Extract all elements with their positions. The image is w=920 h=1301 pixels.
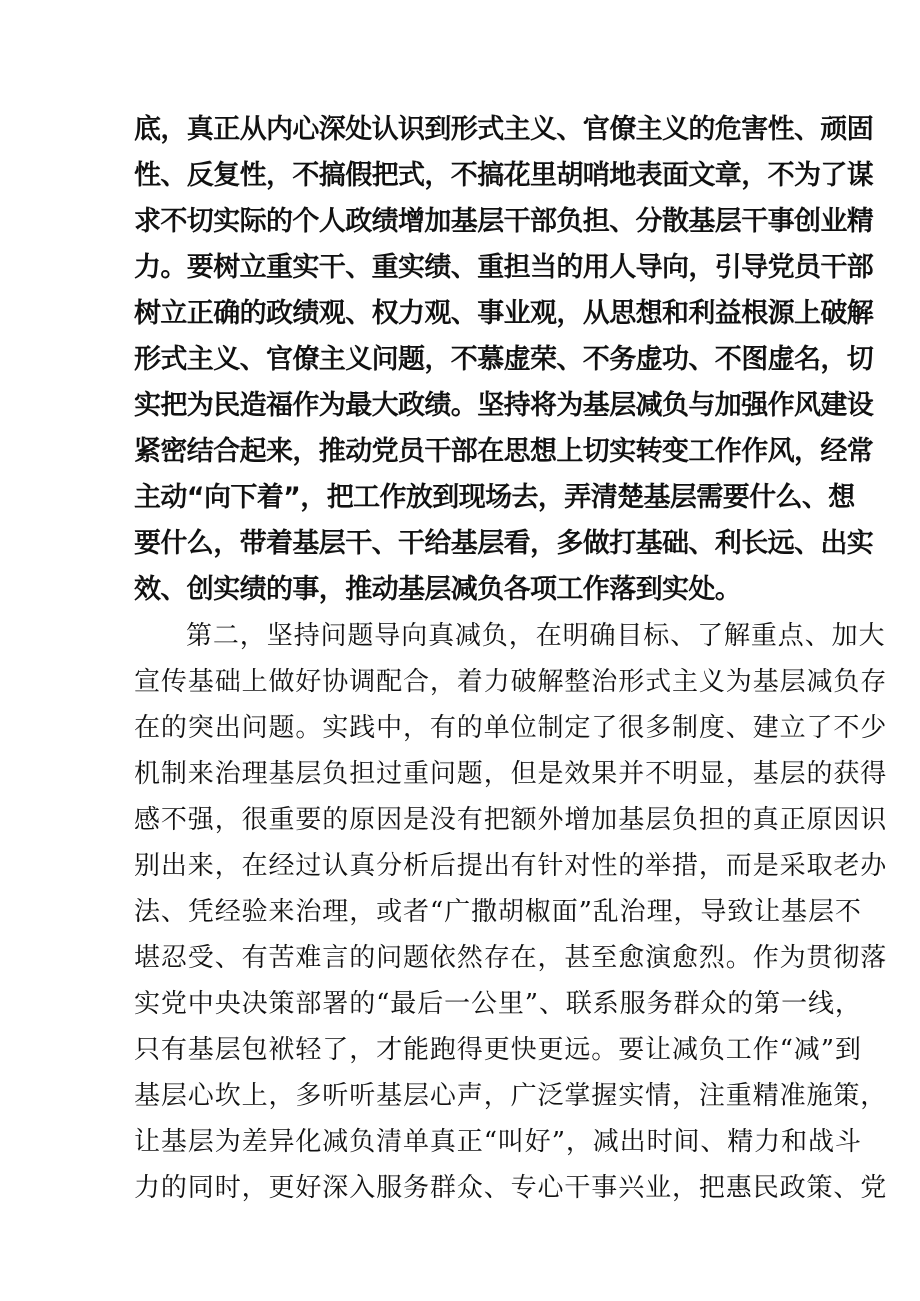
text-line: 力。要树立重实干、重实绩、重担当的用人导向，引导党员干部 [134,252,874,283]
text-line: 让基层为差异化减负清单真正“叫好”，减出时间、精力和战斗 [134,1127,862,1157]
text-line: 要什么，带着基层干、干给基层看，多做打基础、利长远、出实 [134,528,874,559]
text-line: 主动“向下着”，把工作放到现场去，弄清楚基层需要什么、想 [134,482,855,513]
text-line: 只有基层包袱轻了，才能跑得更快更远。要让减负工作“减”到 [134,1035,862,1065]
text-line: 实把为民造福作为最大政绩。坚持将为基层减负与加强作风建设 [134,390,874,421]
text-line: 性、反复性，不搞假把式，不搞花里胡哨地表面文章，不为了谋 [134,160,874,191]
text-line: 别出来，在经过认真分析后提出有针对性的举措，而是采取老办 [134,851,888,881]
text-line: 堪忍受、有苦难言的问题依然存在，甚至愈演愈烈。作为贯彻落 [134,943,888,973]
text-line: 实党中央决策部署的“最后一公里”、联系服务群众的第一线， [134,989,862,1019]
text-line: 形式主义、官僚主义问题，不慕虚荣、不务虚功、不图虚名，切 [134,344,874,375]
text-line: 底，真正从内心深处认识到形式主义、官僚主义的危害性、顽固 [134,114,874,145]
text-line: 第二，坚持问题导向真减负，在明确目标、了解重点、加大 [186,621,886,651]
text-line: 求不切实际的个人政绩增加基层干部负担、分散基层干事创业精 [134,206,874,237]
text-line: 紧密结合起来，推动党员干部在思想上切实转变工作作风，经常 [134,436,874,467]
text-line: 效、创实绩的事，推动基层减负各项工作落到实处。 [134,574,742,605]
text-line: 法、凭经验来治理，或者“广撒胡椒面”乱治理，导致让基层不 [134,897,862,927]
text-line: 宣传基础上做好协调配合，着力破解整治形式主义为基层减负存 [134,667,888,697]
text-line: 在的突出问题。实践中，有的单位制定了很多制度、建立了不少 [134,713,888,743]
text-line: 感不强，很重要的原因是没有把额外增加基层负担的真正原因识 [134,805,888,835]
text-line: 树立正确的政绩观、权力观、事业观，从思想和利益根源上破解 [134,298,874,329]
text-line: 机制来治理基层负担过重问题，但是效果并不明显，基层的获得 [134,759,888,789]
text-line: 基层心坎上，多听听基层心声，广泛掌握实情，注重精准施策， [134,1081,888,1111]
text-line: 力的同时，更好深入服务群众、专心干事兴业，把惠民政策、党 [134,1173,888,1203]
